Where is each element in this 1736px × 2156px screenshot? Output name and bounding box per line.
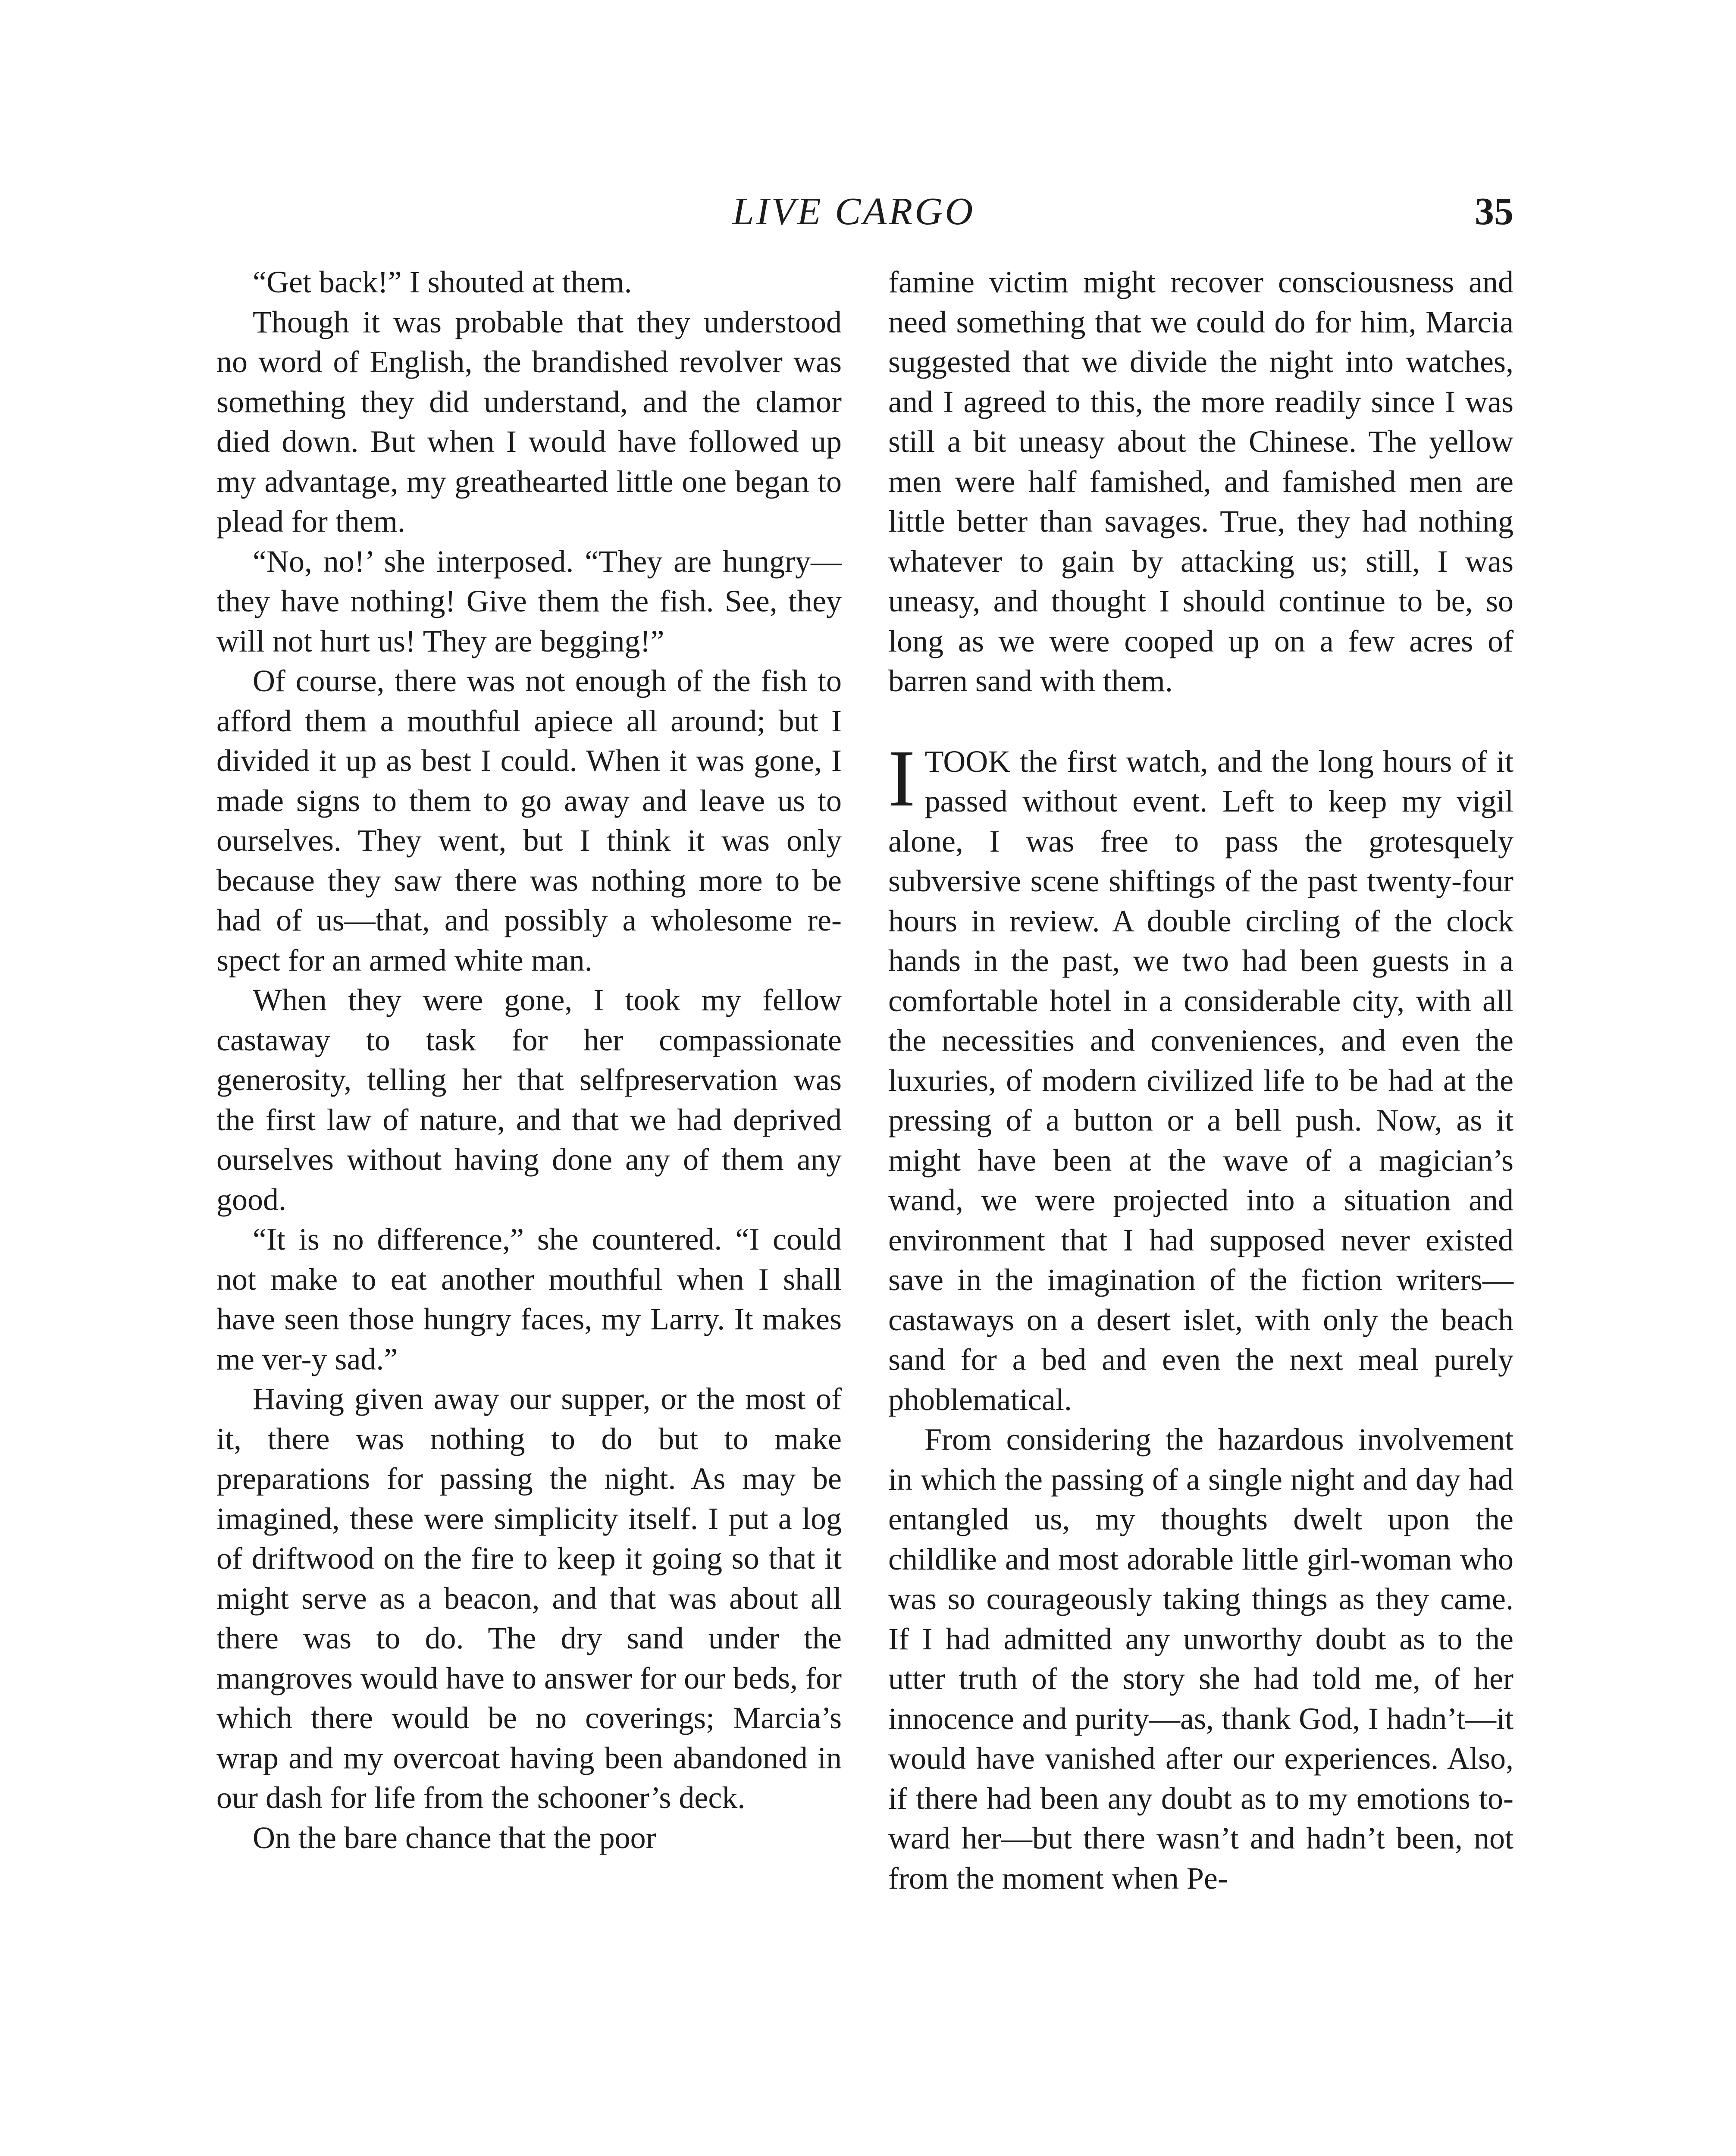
paragraph: Though it was probable that they understood no word of English, the brandished revolver was something they did understand, and the clamor died down. But when I would have followed up my advantage, my greathearted little one began to plead for them. [216, 304, 842, 539]
paragraph-continuation: famine victim might recover consciousness and need something that we could do for him, Marcia suggested that we divide the night into watches, and I agreed to this, the more readily since I was still a bit uneasy about the Chinese. The yellow men were half famished, and famished men are little better than savages. True, they had nothing whatever to gain by attacking us; still, I was uneasy, and thought I should continue to be, so long as we were cooped up on a few acres of barren sand with them. [888, 265, 1514, 698]
section-start-text: TOOK the first watch, and the long hours of it passed without event. Left to keep my vigil alone, I was free to pass the grotesquely subversive scene shiftings of the past twenty-four hours in review. A double circling of the clock hands in the past, we two had been guests in a comfortable hotel in a considerable city, with all the necessities and conveniences, and even the luxuries, of modern civilized life to be had at the pressing of a button or a bell push. Now, as it might have been at the wave of a magician’s wand, we were projected into a situation and environment that I had supposed never existed save in the imagination of the fiction writers—castaways on a desert islet, with only the beach sand for a bed and even the next meal purely phoblematical. [888, 744, 1514, 1417]
paragraph: On the bare chance that the poor [253, 1820, 656, 1855]
paragraph: “No, no!’ she interposed. “They are hungry—they have nothing! Give them the fish. See, they will not hurt us! They are begging!” [216, 544, 842, 658]
drop-cap: I [888, 733, 915, 823]
running-title: LIVE CARGO [732, 190, 975, 233]
paragraph: When they were gone, I took my fellow castaway to task for her compassionate generosity, telling her that selfpreservation was the first law of nature, and that we had deprived ourselves without having done any of them any good. [216, 983, 842, 1217]
paragraph: Of course, there was not enough of the fish to afford them a mouthful apiece all around; but I divided it up as best I could. When it was gone, I made signs to them to go away and leave us to ourselves. They went, but I think it was only because they saw there was nothing more to be had of us—that, and possibly a wholesome respect for an armed white man. [216, 664, 842, 978]
left-column [216, 262, 842, 1858]
paragraph: Having given away our supper, or the most of it, there was nothing to do but to make preparations for passing the night. As may be imagined, these were simplicity itself. I put a log of driftwood on the fire to keep it going so that it might serve as a beacon, and that was about all there was to do. The dry sand under the mangroves would have to answer for our beds, for which there would be no coverings; Marcia’s wrap and my overcoat having been abandoned in our dash for life from the schooner’s deck. [216, 1382, 842, 1815]
section-start-paragraph [888, 733, 1514, 1420]
paragraph: “Get back!” I shouted at them. [253, 265, 632, 299]
paragraph: “It is no difference,” she countered. “I could not make to eat another mouthful when I shall have seen those hungry faces, my Larry. It makes me ver-y sad.” [216, 1222, 842, 1376]
page-number: 35 [1475, 190, 1514, 233]
right-column [888, 262, 1514, 1898]
paragraph: From considering the hazardous involvement in which the passing of a single night and day had entangled us, my thoughts dwelt upon the childlike and most adorable little girl-woman who was so courageously taking things as they came. If I had admitted any unworthy doubt as to the utter truth of the story she had told me, of her innocence and purity—as, thank God, I hadn’t—it would have vanished after our experiences. Also, if there had been any doubt as to my emotions toward her—but there wasn’t and hadn’t been, not from the moment when Pe- [888, 1422, 1514, 1896]
